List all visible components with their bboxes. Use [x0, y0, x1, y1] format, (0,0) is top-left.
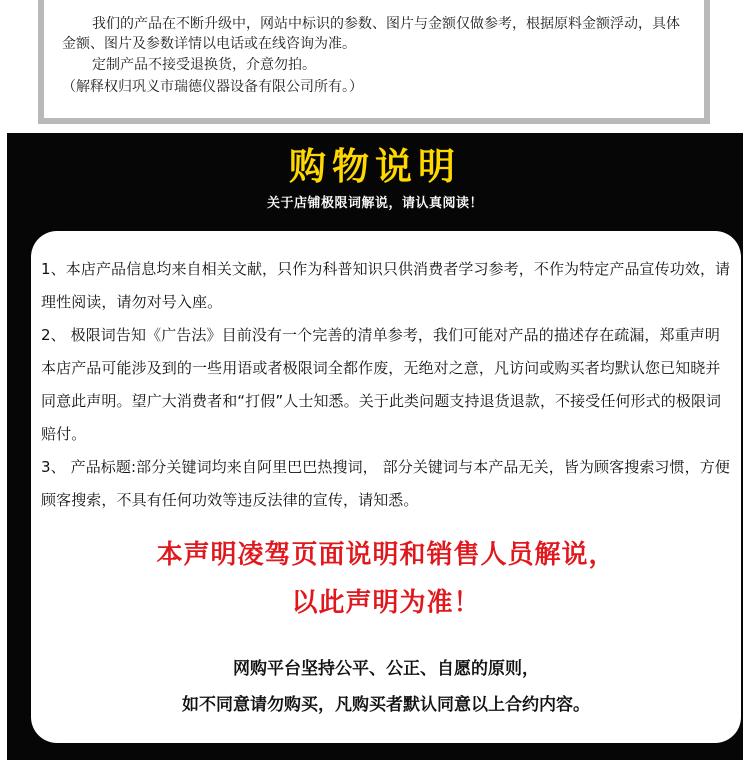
- instructions-card: [31, 231, 741, 743]
- closing-statement: [31, 651, 741, 723]
- shopping-title: 购物说明: [289, 145, 461, 188]
- instruction-item-1: 1、本店产品信息均来自相关文献，只作为科普知识只供消费者学习参考，不作为特定产品宣传功效，请理性阅读，请勿对号入座。: [41, 260, 731, 311]
- shopping-subtitle: 关于店铺极限词解说，请认真阅读！: [266, 196, 483, 211]
- override-statement: [31, 531, 741, 627]
- notice-custom-products: 定制产品不接受退换货，介意勿拍。: [92, 57, 316, 73]
- instruction-item-3: 3、 产品标题:部分关键词均来自阿里巴巴热搜词， 部分关键词与本产品无关，皆为顾客搜索习惯，方便顾客搜索，不具有任何功效等违反法律的宣传，请知悉。: [41, 458, 730, 509]
- override-statement-line-2: 以此声明为准！: [291, 588, 481, 618]
- shopping-instructions-panel: [7, 133, 743, 760]
- closing-line-1: 网购平台坚持公平、公正、自愿的原则，: [233, 659, 539, 679]
- notice-box: [38, 0, 710, 124]
- instruction-item-2: 2、 极限词告知《广告法》目前没有一个完善的清单参考，我们可能对产品的描述存在疏漏，郑重声明本店产品可能涉及到的一些用语或者极限词全都作废，无绝对之意，凡访问或购买者均默认您已知晓并同意此声明。望广大消费者和“打假”人士知悉。关于此类问题支持退货退款，不接受任何形式的极限词赔付。: [41, 326, 722, 443]
- instructions-list: [41, 253, 735, 517]
- notice-price-disclaimer: 我们的产品在不断升级中，网站中标识的参数、图片与金额仅做参考，根据原料金额浮动，具体金额、图片及参数详情以电话或在线咨询为准。: [62, 16, 680, 52]
- override-statement-line-1: 本声明凌驾页面说明和销售人员解说，: [156, 540, 616, 570]
- closing-line-2: 如不同意请勿购买，凡购买者默认同意以上合约内容。: [182, 695, 590, 715]
- notice-interpretation-right: （解释权归巩义市瑞德仪器设备有限公司所有。）: [62, 79, 363, 95]
